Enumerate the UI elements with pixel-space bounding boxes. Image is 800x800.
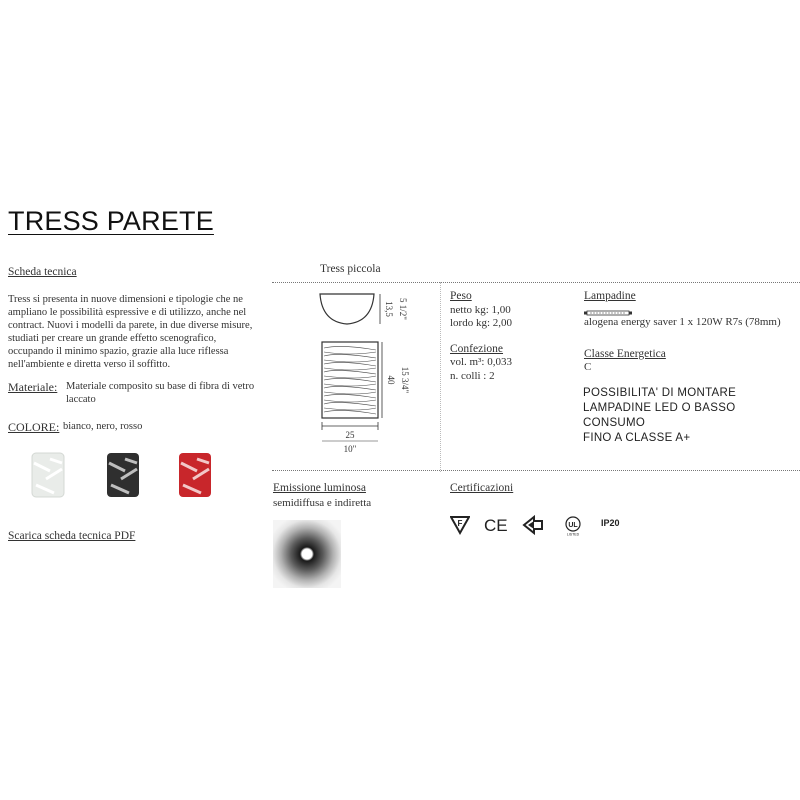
page-title: TRESS PARETE <box>8 206 214 236</box>
confezione-heading: Confezione <box>450 343 504 355</box>
classe-heading: Classe Energetica <box>584 348 666 360</box>
top-separator <box>272 282 800 283</box>
colore-label: COLORE: <box>8 420 60 434</box>
materiale-label: Materiale: <box>8 380 58 394</box>
confezione-volume: vol. m³: 0,033 <box>450 356 512 368</box>
dim-top-in: 5 1/2" <box>398 298 408 320</box>
led-notice-line-2: LAMPADINE LED O BASSO CONSUMO <box>583 402 736 429</box>
vertical-separator <box>440 282 441 472</box>
download-pdf-link[interactable]: Scarica scheda tecnica PDF <box>8 530 136 542</box>
svg-text:F: F <box>457 519 463 528</box>
dim-bottom-cm: 25 <box>345 430 355 440</box>
f-mark-icon <box>450 514 470 536</box>
confezione-colli: n. colli : 2 <box>450 370 495 382</box>
lampadine-heading: Lampadine <box>584 290 636 302</box>
ce-mark-icon <box>484 514 510 536</box>
scheda-tecnica-heading: Scheda tecnica <box>8 266 77 278</box>
swatch-nero <box>99 449 147 501</box>
svg-text:LISTED: LISTED <box>566 532 580 536</box>
svg-text:UL: UL <box>568 522 578 529</box>
ip20-rating: IP20 <box>601 518 620 528</box>
dim-side-cm: 40 <box>386 375 396 385</box>
emissione-heading: Emissione luminosa <box>273 482 366 494</box>
swatch-rosso <box>171 449 219 501</box>
emissione-value: semidiffusa e indiretta <box>273 497 372 509</box>
peso-heading: Peso <box>450 290 472 302</box>
peso-lordo: lordo kg: 2,00 <box>450 317 513 329</box>
front-view-shape <box>322 342 378 418</box>
swatch-bianco <box>24 449 72 501</box>
dim-bottom-in: 10" <box>343 444 357 454</box>
colore-value: bianco, nero, rosso <box>63 421 143 432</box>
class-2-icon <box>522 514 544 536</box>
materiale-value: Materiale composito su base di fibra di vetro laccato <box>66 381 255 405</box>
led-notice-line-3: FINO A CLASSE A+ <box>583 432 691 444</box>
svg-text:CE: CE <box>484 516 508 535</box>
lampadine-value: alogena energy saver 1 x 120W R7s (78mm) <box>584 316 781 328</box>
dim-top-cm: 13,5 <box>384 301 394 317</box>
led-notice-line-1: POSSIBILITA' DI MONTARE <box>583 387 737 399</box>
technical-drawing <box>312 286 422 458</box>
certificazioni-heading: Certificazioni <box>450 482 514 494</box>
light-emission-icon <box>273 520 341 588</box>
led-notice <box>583 386 800 446</box>
peso-netto: netto kg: 1,00 <box>450 304 511 316</box>
ul-listed-icon <box>562 514 584 536</box>
classe-value: C <box>584 361 592 373</box>
product-description: Tress si presenta in nuove dimensioni e tipologie che ne ampliano le possibilità espressive e di utilizzo, anche nel contract. Nuovi i modelli da parete, in due diverse misure, studiati per creare un grande effetto scenografico, occupando il minimo spazio, grazie alla luce riflessa nell'ambiente e diretta verso il soffitto. <box>8 294 253 370</box>
top-view-shape <box>320 294 374 324</box>
dim-side-in: 15 3/4" <box>400 366 410 394</box>
drawing-label: Tress piccola <box>320 263 381 275</box>
middle-separator <box>272 470 800 471</box>
